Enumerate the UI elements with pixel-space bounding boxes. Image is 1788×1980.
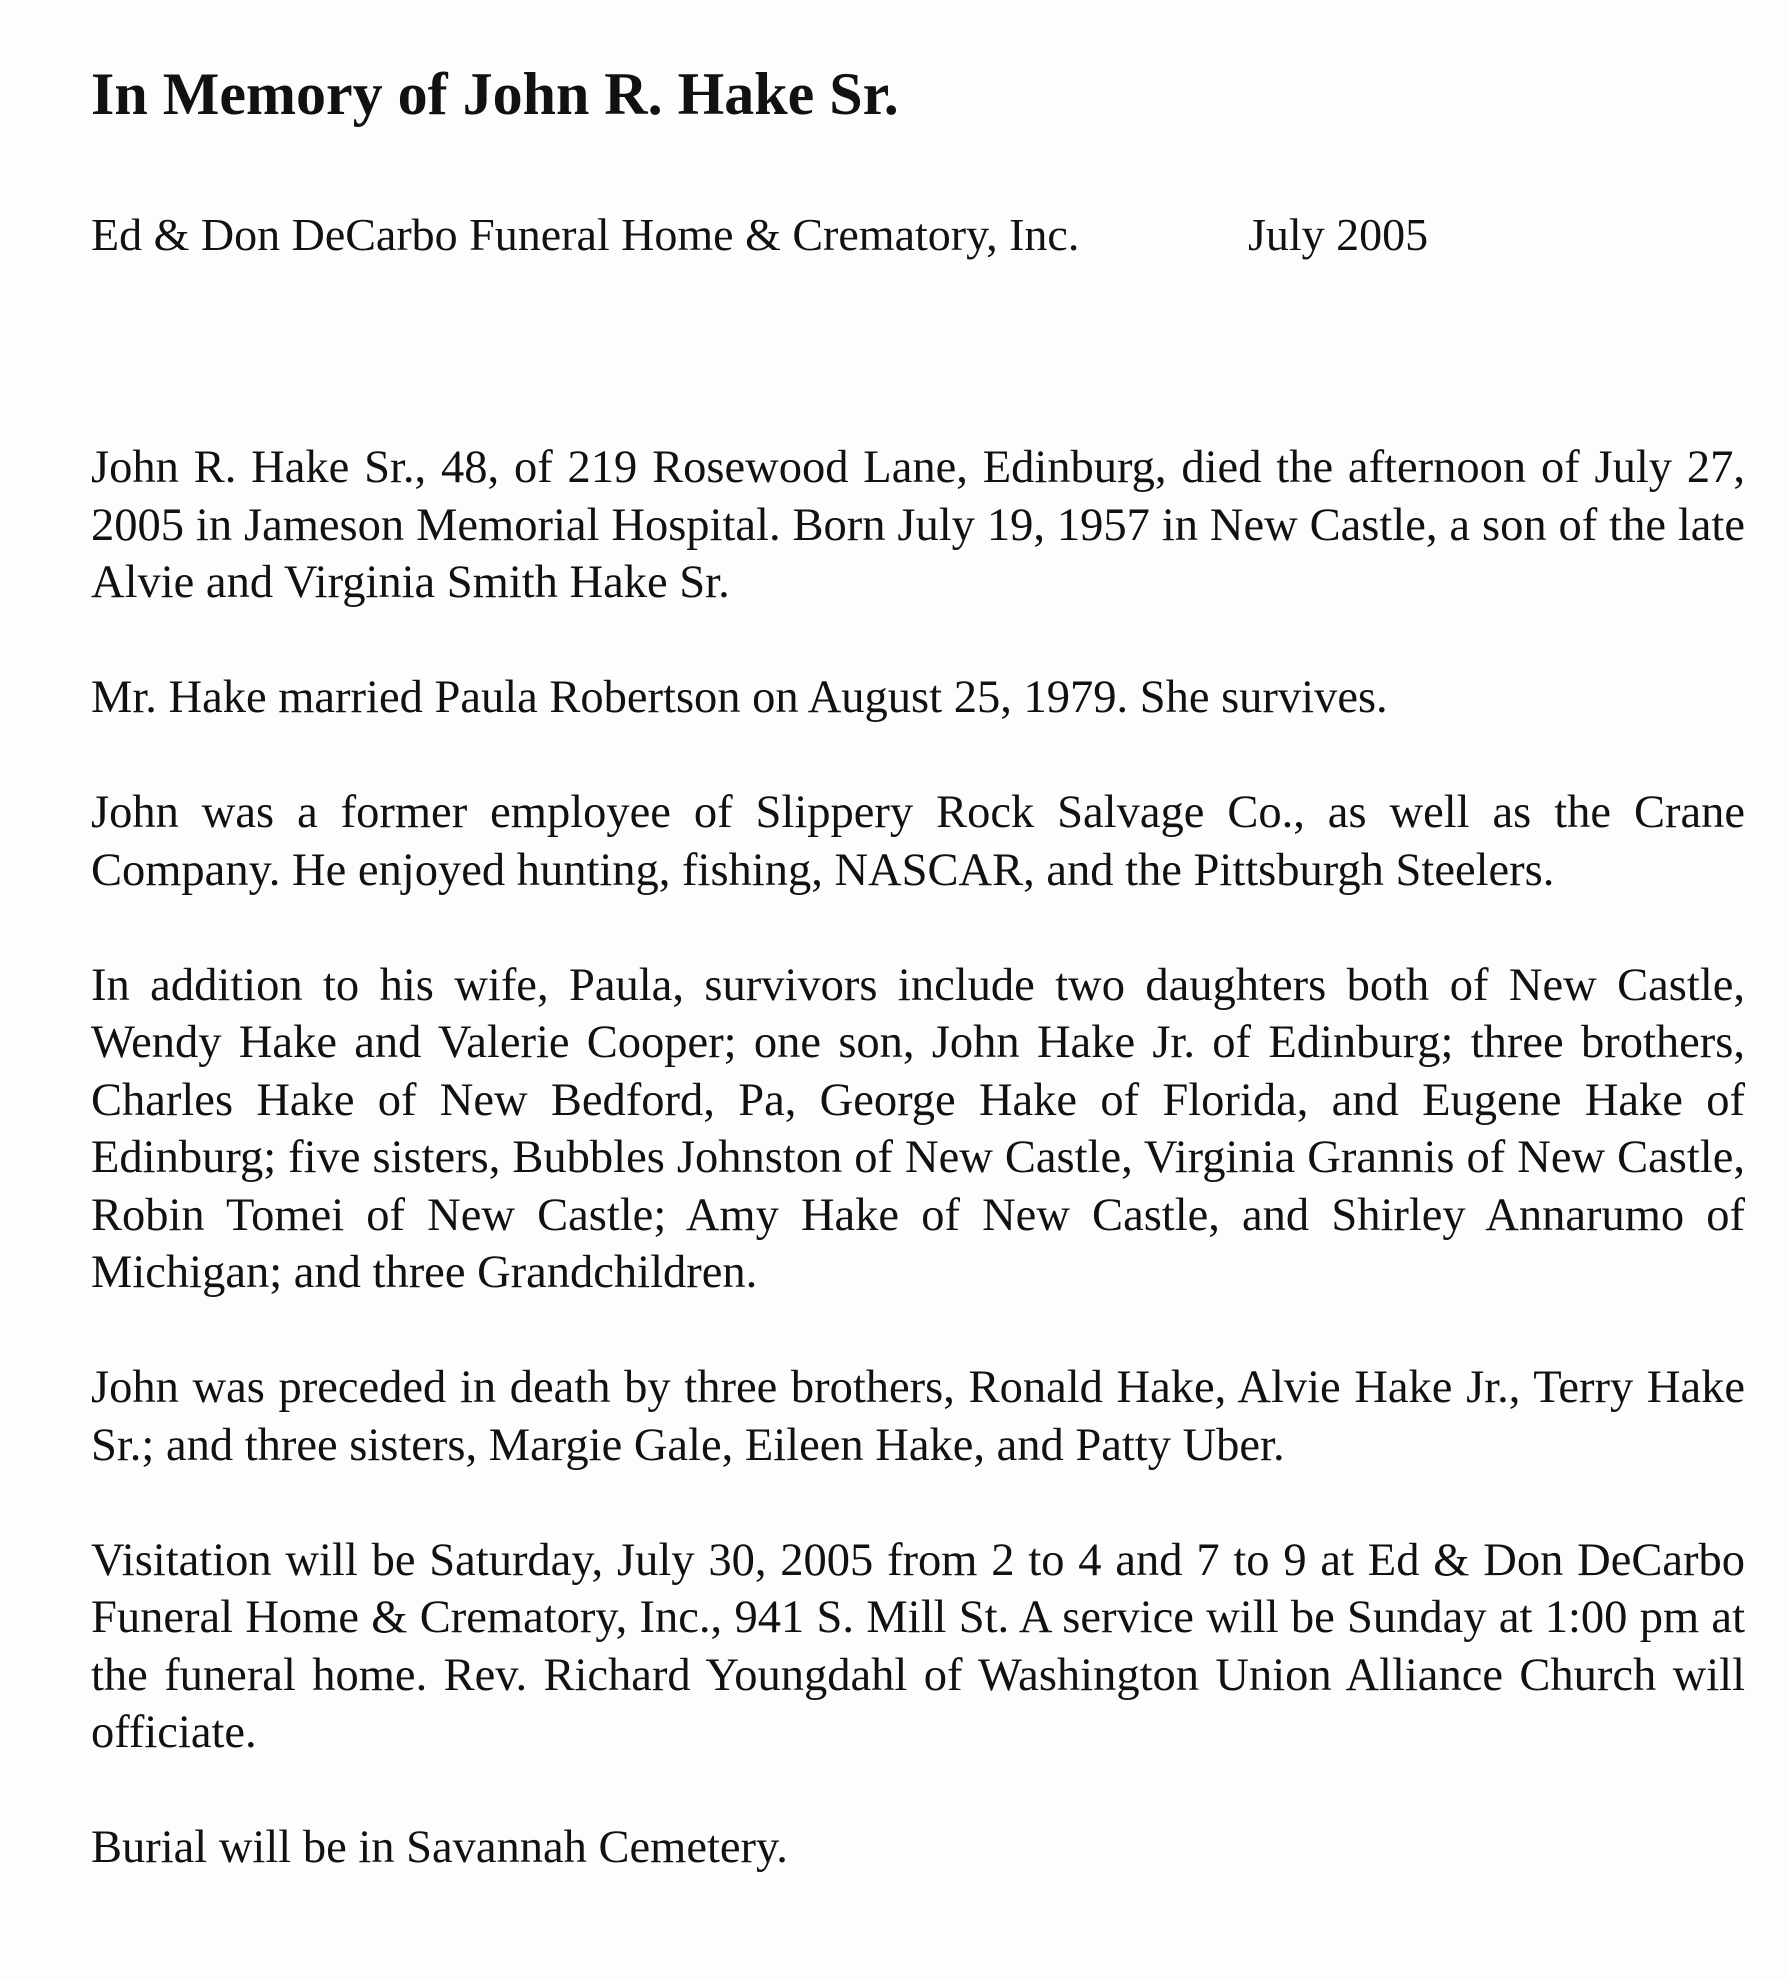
paragraph-employment: John was a former employee of Slippery Rock Salvage Co., as well as the Crane Company. He enjoyed hunting, fishing, NASCAR, and the Pittsburgh Steelers.: [91, 787, 1745, 896]
paragraph-visitation: Visitation will be Saturday, July 30, 2005 from 2 to 4 and 7 to 9 at Ed & Don DeCarbo Funeral Home & Crematory, Inc., 941 S. Mill St. A service will be Sunday at 1:00 pm at the funeral home. Rev. Richard Youngdahl of Washington Union Alliance Church will officiate.: [91, 1534, 1745, 1758]
obituary-body: [91, 439, 1745, 1934]
paragraph-death-notice: John R. Hake Sr., 48, of 219 Rosewood Lane, Edinburg, died the afternoon of July 27, 2005 in Jameson Memorial Hospital. Born July 19, 1957 in New Castle, a son of the late Alvie and Virginia Smith Hake Sr.: [91, 442, 1745, 608]
paragraph-burial: Burial will be in Savannah Cemetery.: [91, 1822, 788, 1873]
document-date: July 2005: [1248, 209, 1429, 260]
paragraph-preceded: John was preceded in death by three brothers, Ronald Hake, Alvie Hake Jr., Terry Hake Sr.; and three sisters, Margie Gale, Eileen Hake, and Patty Uber.: [91, 1362, 1745, 1471]
paragraph-survivors: In addition to his wife, Paula, survivors include two daughters both of New Castle, Wendy Hake and Valerie Cooper; one son, John Hake Jr. of Edinburg; three brothers, Charles Hake of New Bedford, Pa, George Hake of Florida, and Eugene Hake of Edinburg; five sisters, Bubbles Johnston of New Castle, Virginia Grannis of New Castle, Robin Tomei of New Castle; Amy Hake of New Castle, and Shirley Annarumo of Michigan; and three Grandchildren.: [91, 959, 1745, 1298]
funeral-home-name: Ed & Don DeCarbo Funeral Home & Crematory, Inc.: [91, 209, 1080, 260]
document-title: In Memory of John R. Hake Sr.: [91, 61, 899, 127]
subtitle-row: [91, 206, 1429, 264]
paragraph-marriage: Mr. Hake married Paula Robertson on August 25, 1979. She survives.: [91, 672, 1388, 723]
